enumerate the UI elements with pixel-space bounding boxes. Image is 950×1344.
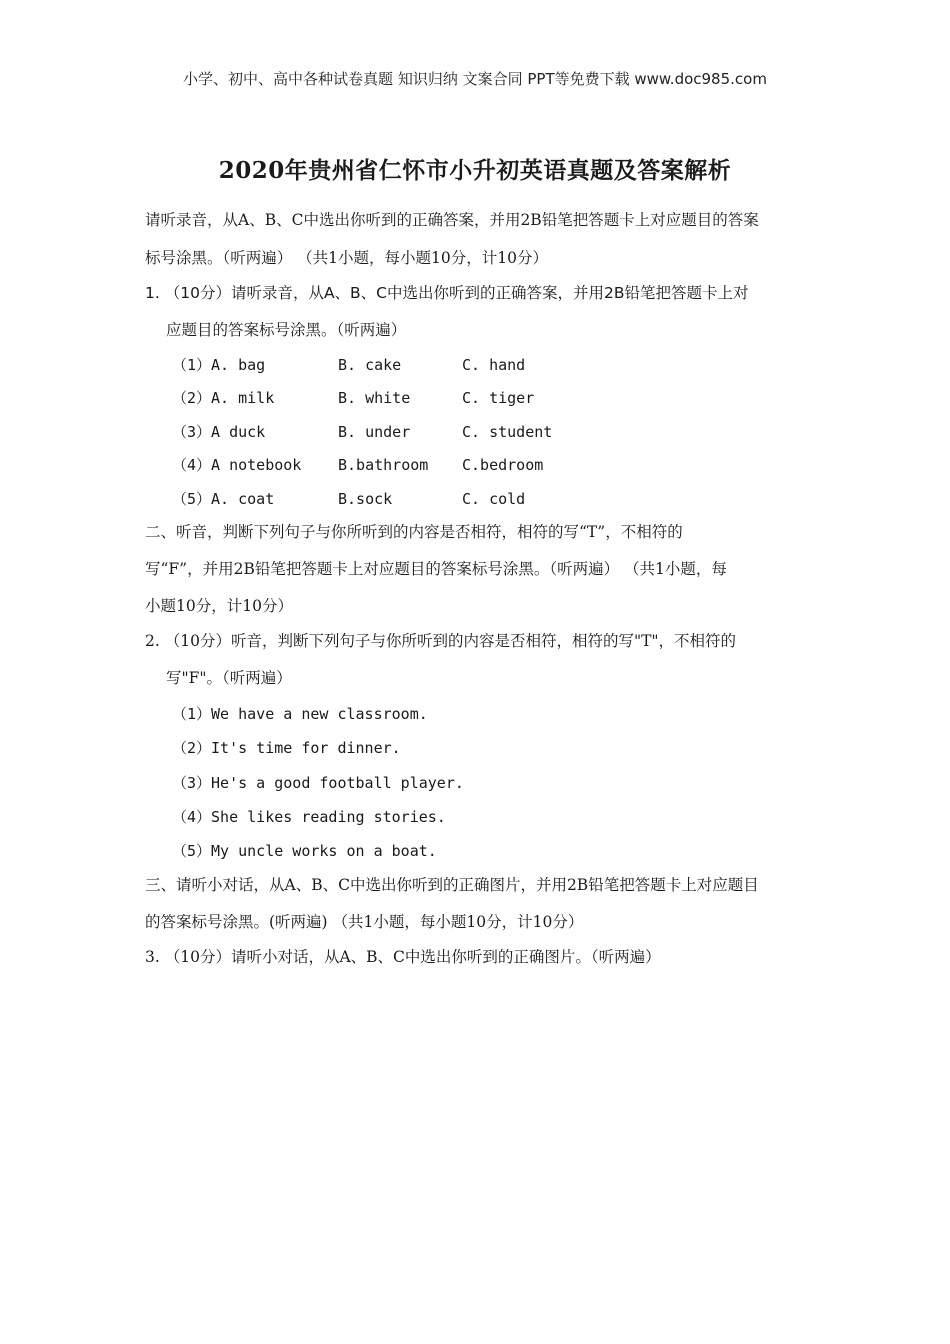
q1-option-a: （5）A. coat — [172, 490, 275, 508]
part2-intro-line1: 二、听音，判断下列句子与你所听到的内容是否相符，相符的写“T”，不相符的 — [145, 523, 683, 541]
q2-sentence: （2）It's time for dinner. — [172, 739, 401, 757]
q2-sentence: （4）She likes reading stories. — [172, 808, 446, 826]
q1-option-a: （2）A. milk — [172, 389, 275, 407]
part2-intro-line2: 写“F”，并用2B铅笔把答题卡上对应题目的答案标号涂黑。（听两遍） （共1小题，每 — [145, 560, 727, 578]
question-1-line2: 应题目的答案标号涂黑。（听两遍） — [166, 321, 407, 339]
question-2-line1: 2. （10分）听音，判断下列句子与你所听到的内容是否相符，相符的写"T"，不相符的 — [145, 632, 737, 650]
q1-option-a: （4）A notebook — [172, 456, 302, 474]
question-1-line1: 1. （10分）请听录音，从A、B、C中选出你听到的正确答案，并用2B铅笔把答题卡上对 — [145, 284, 749, 302]
question-2-line2: 写"F"。（听两遍） — [166, 669, 292, 687]
q1-option-c: C. cold — [462, 490, 526, 508]
q1-option-b: B.sock — [338, 490, 393, 508]
q2-sentence: （5）My uncle works on a boat. — [172, 842, 437, 860]
q1-option-b: B. cake — [338, 356, 402, 374]
q2-sentence: （3）He's a good football player. — [172, 774, 464, 792]
q1-option-c: C. tiger — [462, 389, 535, 407]
q1-option-b: B. white — [338, 389, 411, 407]
q1-option-b: B. under — [338, 423, 411, 441]
q1-option-c: C. student — [462, 423, 553, 441]
question-3-line1: 3. （10分）请听小对话，从A、B、C中选出你听到的正确图片。（听两遍） — [145, 948, 661, 966]
part2-intro-line3: 小题10分，计10分） — [145, 597, 293, 615]
q1-option-b: B.bathroom — [338, 456, 429, 474]
q1-option-c: C. hand — [462, 356, 526, 374]
part1-intro-line1: 请听录音，从A、B、C中选出你听到的正确答案，并用2B铅笔把答题卡上对应题目的答案 — [145, 211, 759, 229]
page-title: 2020年贵州省仁怀市小升初英语真题及答案解析 — [218, 157, 732, 184]
page-header: 小学、初中、高中各种试卷真题 知识归纳 文案合同 PPT等免费下载 www.doc985.com — [183, 70, 767, 88]
part3-intro-line1: 三、请听小对话，从A、B、C中选出你听到的正确图片，并用2B铅笔把答题卡上对应题目 — [145, 876, 759, 894]
part3-intro-line2: 的答案标号涂黑。(听两遍) （共1小题，每小题10分，计10分） — [145, 913, 584, 931]
q1-option-a: （3）A duck — [172, 423, 266, 441]
part1-intro-line2: 标号涂黑。（听两遍） （共1小题，每小题10分，计10分） — [145, 249, 548, 267]
q1-option-c: C.bedroom — [462, 456, 544, 474]
q2-sentence: （1）We have a new classroom. — [172, 705, 428, 723]
q1-option-a: （1）A. bag — [172, 356, 266, 374]
